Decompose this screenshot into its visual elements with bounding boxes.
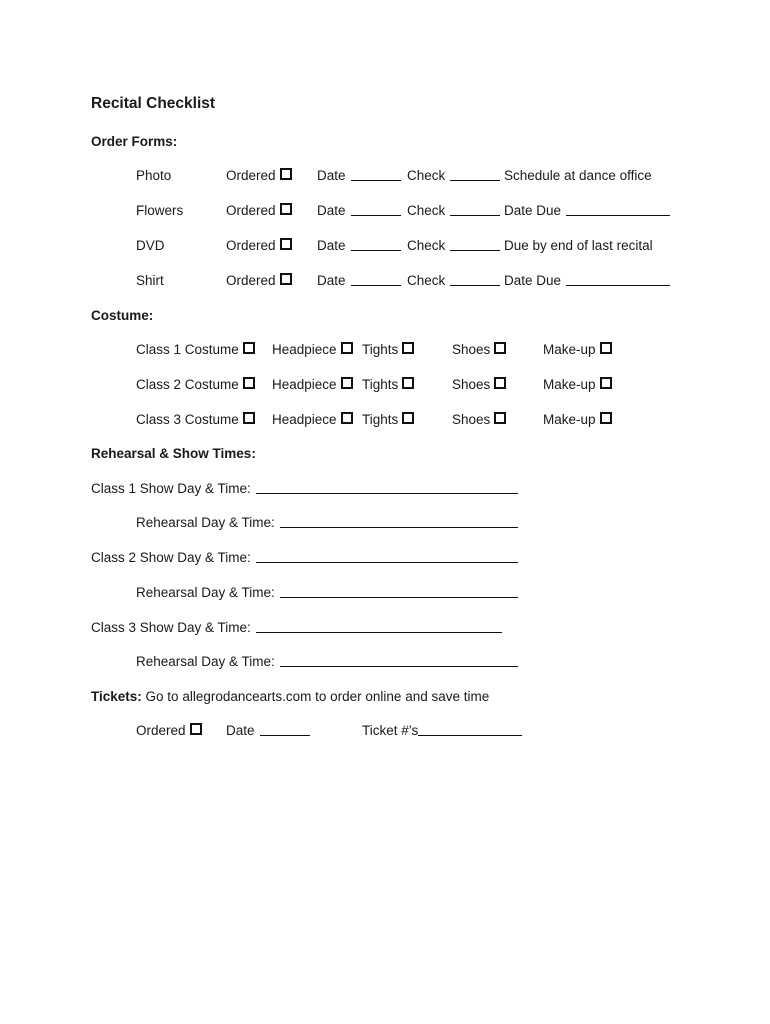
- check-field[interactable]: [407, 203, 500, 219]
- order-item-photo: Photo: [136, 168, 172, 183]
- class1-rehearsal-label: Rehearsal Day & Time:: [136, 515, 275, 530]
- class1-rehearsal-field[interactable]: [136, 515, 518, 531]
- ordered-label: Ordered: [226, 238, 276, 253]
- checkbox[interactable]: [494, 377, 506, 389]
- ordered-field[interactable]: [226, 203, 292, 219]
- shoes-item[interactable]: [452, 342, 506, 358]
- checkbox[interactable]: [402, 342, 414, 354]
- costume-heading: Costume:: [91, 308, 154, 323]
- tights-label: Tights: [362, 377, 399, 392]
- check-label: Check: [407, 203, 446, 218]
- checkbox[interactable]: [243, 342, 255, 354]
- class2-rehearsal-field[interactable]: [136, 585, 518, 601]
- tickets-text: Go to allegrodancearts.com to order online and save time: [145, 689, 490, 704]
- checkbox[interactable]: [190, 723, 202, 735]
- tickets-ordered-field[interactable]: [136, 723, 202, 739]
- date-due-field[interactable]: [504, 273, 670, 289]
- date-field[interactable]: [317, 238, 401, 254]
- order-note: Schedule at dance office: [504, 168, 652, 183]
- checkbox[interactable]: [341, 412, 353, 424]
- class-costume-item[interactable]: [136, 412, 255, 428]
- tickets-heading: Tickets:: [91, 689, 142, 704]
- date-blank[interactable]: [351, 273, 401, 286]
- date-field[interactable]: [317, 168, 401, 184]
- check-blank[interactable]: [450, 238, 500, 251]
- check-label: Check: [407, 168, 446, 183]
- ordered-field[interactable]: [226, 238, 292, 254]
- headpiece-item[interactable]: [272, 412, 353, 428]
- ordered-label: Ordered: [226, 273, 276, 288]
- checkbox[interactable]: [280, 273, 292, 285]
- checkbox[interactable]: [243, 412, 255, 424]
- order-item-dvd: DVD: [136, 238, 165, 253]
- headpiece-label: Headpiece: [272, 412, 337, 427]
- date-blank[interactable]: [351, 168, 401, 181]
- tights-item[interactable]: [362, 377, 414, 393]
- class2-show-blank[interactable]: [256, 550, 518, 563]
- class2-rehearsal-label: Rehearsal Day & Time:: [136, 585, 275, 600]
- order-forms-heading: Order Forms:: [91, 134, 178, 149]
- headpiece-item[interactable]: [272, 342, 353, 358]
- class3-rehearsal-blank[interactable]: [280, 654, 518, 667]
- tickets-date-field[interactable]: [226, 723, 310, 739]
- date-due-blank[interactable]: [566, 203, 670, 216]
- tights-item[interactable]: [362, 342, 414, 358]
- tickets-line: [91, 689, 489, 705]
- order-note: Due by end of last recital: [504, 238, 653, 253]
- checkbox[interactable]: [341, 342, 353, 354]
- check-blank[interactable]: [450, 273, 500, 286]
- date-label: Date: [317, 238, 346, 253]
- date-label: Date: [317, 168, 346, 183]
- ordered-field[interactable]: [226, 168, 292, 184]
- checkbox[interactable]: [243, 377, 255, 389]
- date-label: Date: [226, 723, 255, 738]
- checkbox[interactable]: [280, 168, 292, 180]
- tights-label: Tights: [362, 342, 399, 357]
- class1-show-field[interactable]: [91, 481, 518, 497]
- makeup-item[interactable]: [543, 412, 612, 428]
- class-costume-item[interactable]: [136, 377, 255, 393]
- ordered-label: Ordered: [226, 168, 276, 183]
- date-label: Date: [317, 203, 346, 218]
- checkbox[interactable]: [402, 412, 414, 424]
- order-item-shirt: Shirt: [136, 273, 164, 288]
- class2-show-field[interactable]: [91, 550, 518, 566]
- check-field[interactable]: [407, 238, 500, 254]
- shoes-label: Shoes: [452, 412, 491, 427]
- makeup-label: Make-up: [543, 412, 596, 427]
- headpiece-label: Headpiece: [272, 342, 337, 357]
- page-title: Recital Checklist: [91, 95, 216, 112]
- class3-show-label: Class 3 Show Day & Time:: [91, 620, 251, 635]
- date-blank[interactable]: [260, 723, 310, 736]
- check-label: Check: [407, 273, 446, 288]
- date-label: Date: [317, 273, 346, 288]
- check-blank[interactable]: [450, 168, 500, 181]
- class-costume-label: Class 3 Costume: [136, 412, 239, 427]
- checkbox[interactable]: [494, 342, 506, 354]
- date-due-blank[interactable]: [566, 273, 670, 286]
- date-due-field[interactable]: [504, 203, 670, 219]
- shoes-item[interactable]: [452, 377, 506, 393]
- class1-show-blank[interactable]: [256, 481, 518, 494]
- check-label: Check: [407, 238, 446, 253]
- makeup-item[interactable]: [543, 342, 612, 358]
- checkbox[interactable]: [280, 238, 292, 250]
- class1-rehearsal-blank[interactable]: [280, 515, 518, 528]
- tights-item[interactable]: [362, 412, 414, 428]
- class-costume-label: Class 2 Costume: [136, 377, 239, 392]
- class-costume-label: Class 1 Costume: [136, 342, 239, 357]
- shoes-item[interactable]: [452, 412, 506, 428]
- shoes-label: Shoes: [452, 377, 491, 392]
- order-item-flowers: Flowers: [136, 203, 184, 218]
- makeup-label: Make-up: [543, 342, 596, 357]
- check-field[interactable]: [407, 273, 500, 289]
- checkbox[interactable]: [494, 412, 506, 424]
- date-field[interactable]: [317, 203, 401, 219]
- date-field[interactable]: [317, 273, 401, 289]
- class1-show-label: Class 1 Show Day & Time:: [91, 481, 251, 496]
- checkbox[interactable]: [402, 377, 414, 389]
- ordered-label: Ordered: [136, 723, 186, 738]
- checkbox[interactable]: [600, 412, 612, 424]
- ordered-label: Ordered: [226, 203, 276, 218]
- tights-label: Tights: [362, 412, 399, 427]
- class3-show-field[interactable]: [91, 620, 502, 636]
- checkbox[interactable]: [341, 377, 353, 389]
- ticket-numbers-field[interactable]: [362, 723, 522, 739]
- times-heading: Rehearsal & Show Times:: [91, 446, 256, 461]
- checkbox[interactable]: [600, 342, 612, 354]
- ticket-numbers-label: Ticket #’s: [362, 723, 419, 738]
- date-blank[interactable]: [351, 203, 401, 216]
- makeup-label: Make-up: [543, 377, 596, 392]
- makeup-item[interactable]: [543, 377, 612, 393]
- headpiece-item[interactable]: [272, 377, 353, 393]
- class2-show-label: Class 2 Show Day & Time:: [91, 550, 251, 565]
- class2-rehearsal-blank[interactable]: [280, 585, 518, 598]
- date-due-label: Date Due: [504, 203, 562, 218]
- class-costume-item[interactable]: [136, 342, 255, 358]
- class3-show-blank[interactable]: [256, 620, 502, 633]
- check-blank[interactable]: [450, 203, 500, 216]
- date-blank[interactable]: [351, 238, 401, 251]
- date-due-label: Date Due: [504, 273, 562, 288]
- class3-rehearsal-field[interactable]: [136, 654, 518, 670]
- shoes-label: Shoes: [452, 342, 491, 357]
- ticket-numbers-blank[interactable]: [418, 723, 522, 736]
- headpiece-label: Headpiece: [272, 377, 337, 392]
- class3-rehearsal-label: Rehearsal Day & Time:: [136, 654, 275, 669]
- checkbox[interactable]: [280, 203, 292, 215]
- ordered-field[interactable]: [226, 273, 292, 289]
- checkbox[interactable]: [600, 377, 612, 389]
- check-field[interactable]: [407, 168, 500, 184]
